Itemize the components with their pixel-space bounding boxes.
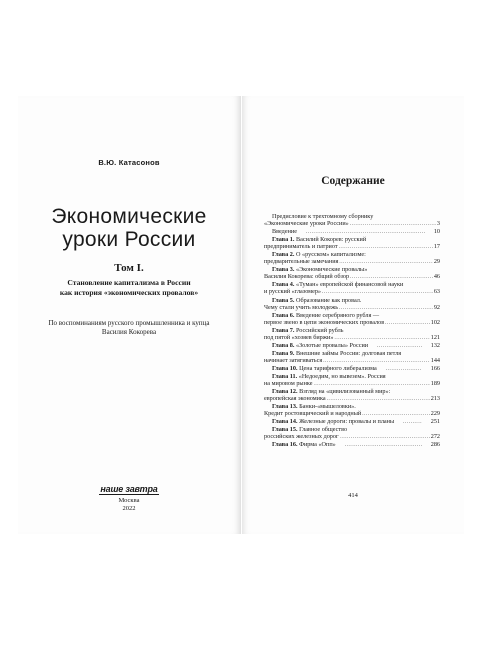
chapter-number: Глава 11. [272,372,298,380]
dot-leader [350,273,433,281]
volume-label: Том I. [114,262,144,274]
source-note-line-2: Василия Кокорева [101,328,157,336]
toc-entry [264,350,440,365]
toc-line [264,418,440,426]
toc-entry [264,388,440,403]
chapter-number: Глава 4. [272,281,295,289]
toc-entry [264,403,440,418]
toc-page-number: 63 [433,288,440,296]
dot-leader [339,243,433,251]
toc-line [264,327,440,334]
dot-leader [339,258,432,266]
toc-entry [264,441,440,449]
toc-title-text: Василий Кокорев: русский [295,236,367,244]
dot-leader [298,228,425,236]
toc-title-text: Василия Кокорева: общий обзор [264,273,350,281]
chapter-number: Глава 5. [272,296,295,304]
toc-entry [264,426,440,441]
toc-entry [264,365,440,373]
toc-page-number: 46 [433,273,440,281]
publisher-block [18,479,240,513]
toc-entry [264,251,440,266]
toc-entry [264,418,440,426]
toc-line [264,319,440,327]
chapter-number: Глава 9. [272,349,295,357]
dot-leader [369,342,422,350]
chapter-number: Глава 2. [272,251,295,259]
chapter-number: Глава 1. [272,236,295,244]
toc-page-number: 251 [430,418,440,426]
toc-line [264,388,440,395]
toc-entry [264,281,440,296]
publication-city: Москва [118,497,140,504]
toc-line [264,334,440,342]
toc-title-text: предварительные замечания [264,258,339,266]
toc-line [264,433,440,441]
toc-title-text: Кредит ростовщический и народный [264,410,362,418]
toc-line [264,273,440,281]
dot-leader [314,380,430,388]
toc-entry [264,327,440,342]
dot-leader [327,395,430,403]
toc-title-text: «Туман» европейской финансовой науки [295,281,404,289]
chapter-number: Глава 15. [272,426,298,434]
toc-title-text: начинает затягиваться [264,356,323,364]
book-title-line-1: Экономические [51,205,207,228]
chapter-number: Глава 8. [272,341,295,349]
toc-line [264,288,440,296]
book-subtitle [18,278,240,297]
toc-page-number: 121 [430,333,440,341]
toc-title-text: Внешние займы России: долговая петля [295,349,402,357]
toc-title-text: на мировом рынке [264,380,313,388]
chapter-number: Глава 14. [272,418,298,426]
toc-page-number: 29 [433,258,440,266]
toc-title-text: и русский «глазомер» [264,288,322,296]
toc-entry [264,312,440,327]
toc-page-number: 166 [430,364,440,372]
toc-line [264,213,440,220]
dot-leader [378,365,422,373]
toc-title-text: Главное общество [299,426,348,434]
chapter-number: Глава 3. [272,266,295,274]
book-title-line-2: уроки России [62,228,196,251]
dot-leader [323,357,430,365]
toc-title-text: Фирма «Опп» [299,441,336,449]
toc-line [264,251,440,258]
toc-line [264,350,440,357]
toc-line [264,403,440,410]
dot-leader [395,418,422,426]
toc-page-number: 10 [433,228,440,236]
source-note-line-1: По воспоминаниям русского промышленника и купца [48,319,210,327]
dot-leader [340,433,430,441]
toc-page-number: 286 [430,441,440,449]
toc-line [264,243,440,251]
toc-line [264,266,440,273]
toc-entry [264,266,440,281]
toc-title-text: «Экономические уроки России» [264,220,349,228]
toc-page-number: 144 [430,356,440,364]
toc-entry [264,236,440,251]
toc-title-text: Введение серебряного рубля — [295,311,380,319]
dot-leader [350,220,436,228]
dot-leader [322,288,433,296]
toc-line [264,441,440,449]
toc-entry [264,228,440,236]
dot-leader [337,441,422,449]
toc-title-text: «Золотые провалы» России [295,341,369,349]
dot-leader [362,410,430,418]
chapter-number: Глава 7. [272,326,295,334]
toc-line [264,220,440,228]
toc-entry [264,342,440,350]
toc-title-text: Цена тарифного либерализма [299,364,377,372]
toc-line [264,228,440,236]
chapter-number: Глава 16. [272,441,298,449]
toc-line [264,365,440,373]
toc-page-number: 102 [430,318,440,326]
book-spread [18,96,464,534]
toc-line [264,373,440,380]
publication-year: 2022 [122,505,136,512]
toc-title-text: Железные дороги: провалы и планы [299,418,395,426]
contents-page [242,96,464,534]
toc-title-text: европейская экономика [264,395,326,403]
toc-line [264,297,440,304]
dot-leader [334,334,429,342]
dot-leader [339,304,433,312]
toc-title-text: «Экономические провалы» [295,266,368,274]
toc-title-text: Российский рубль [295,326,344,334]
toc-line [264,357,440,365]
toc-title-text: О «русском» капитализме: [295,251,366,259]
toc-page-number: 3 [436,220,440,228]
toc-title-text: Чему стали учить молодежь [264,303,339,311]
subtitle-line-2: как история «экономических провалов» [59,287,199,297]
toc-title-text: Предисловие к трехтомному сборнику [272,213,374,220]
toc-page-number: 17 [433,243,440,251]
toc-line [264,304,440,312]
title-page [18,96,241,534]
chapter-number: Глава 12. [272,388,298,396]
toc-line [264,426,440,433]
toc-page-number: 213 [430,395,440,403]
toc-title-text: Банки-«мышеловки». [299,403,356,411]
toc-title-text: Взгляд на «цивилизованный мир»: [299,388,391,396]
toc-line [264,380,440,388]
toc-title-text: Введение [272,228,297,236]
source-note [18,319,240,337]
book-title [18,205,240,251]
toc-entry [264,213,440,228]
chapter-number: Глава 6. [272,311,295,319]
contents-heading: Содержание [321,175,385,187]
toc-page-number: 189 [430,380,440,388]
toc-line [264,258,440,266]
toc-entry [264,373,440,388]
toc-title-text: «Недоедим, но вывезем». Россия [298,372,386,380]
toc-title-text: Образование как провал. [295,296,362,304]
page-number: 414 [348,492,358,499]
toc-line [264,342,440,350]
table-of-contents [264,213,440,449]
toc-title-text: российских железных дорог [264,433,339,441]
toc-line [264,395,440,403]
toc-line [264,281,440,288]
publisher-logo: наше завтра [100,484,158,494]
subtitle-line-1: Становление капитализма в России [67,278,191,287]
toc-title-text: предприниматель и патриот [264,243,338,251]
toc-page-number: 132 [430,341,440,349]
toc-title-text: первое звено в цепи экономических провалов [264,318,385,326]
chapter-number: Глава 13. [272,403,298,411]
toc-entry [264,297,440,312]
toc-page-number: 272 [430,433,440,441]
chapter-number: Глава 10. [272,364,298,372]
author-name: В.Ю. Катасонов [98,158,160,167]
toc-line [264,410,440,418]
toc-page-number: 229 [430,410,440,418]
toc-line [264,236,440,243]
toc-title-text: под пятой «хозяев биржи» [264,333,334,341]
toc-line [264,312,440,319]
dot-leader [385,319,430,327]
toc-page-number: 92 [433,303,440,311]
